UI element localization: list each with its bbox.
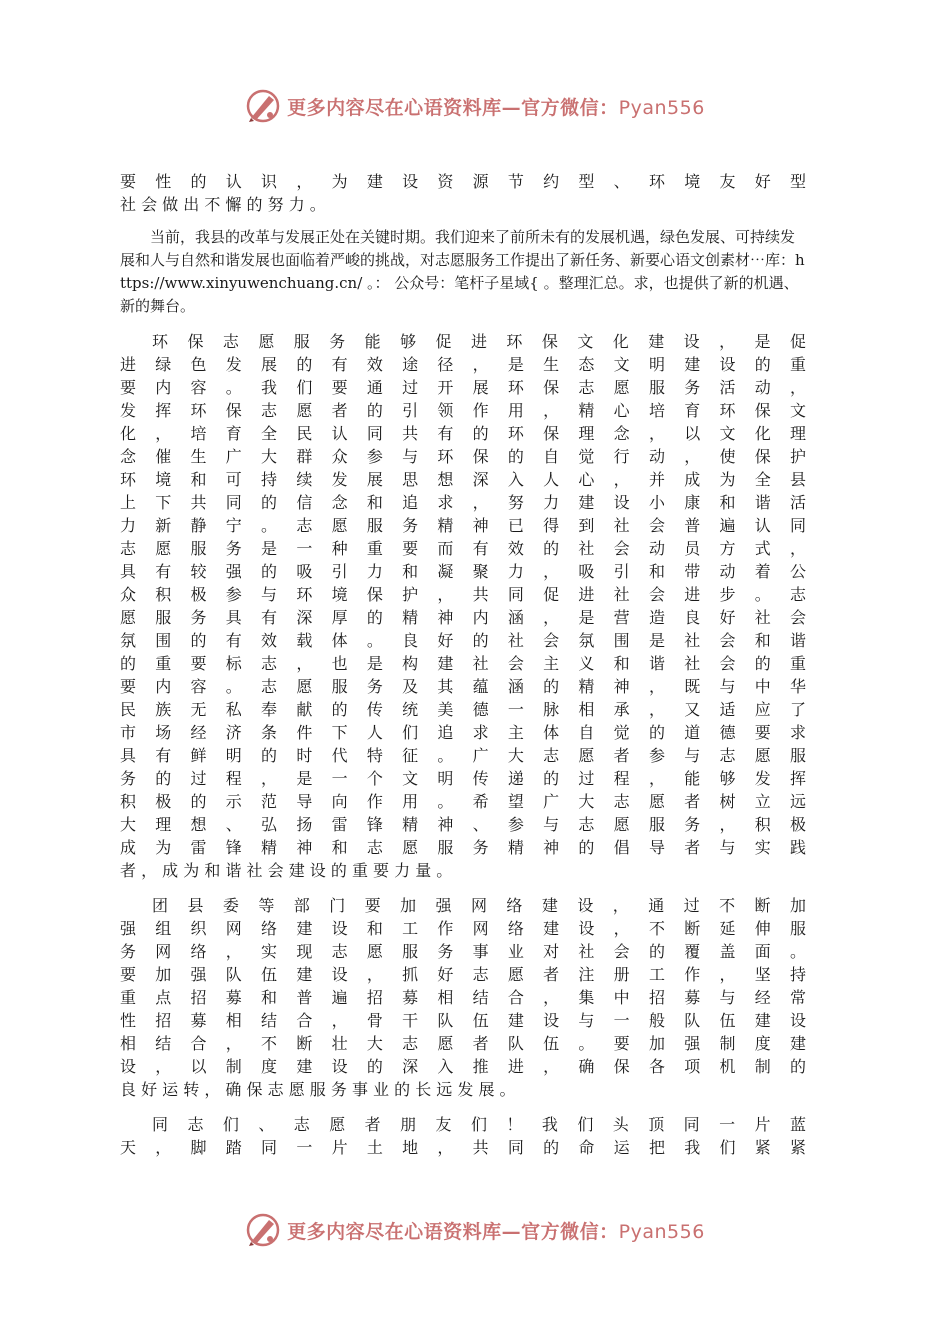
pen-logo-icon	[245, 88, 281, 124]
document-body	[120, 170, 806, 1159]
header-banner	[0, 86, 950, 126]
paragraph-5: 同 志 们 、 志 愿 者 朋 友 们 ！ 我 们 头 顶 同 一 片 蓝 天 ， 脚 踏 同 一 片 土 地 ， 共 同 的 命 运 把 我 们 紧 紧	[120, 1115, 806, 1157]
paragraph-4: 团 县 委 等 部 门 要 加 强 网 络 建 设 ， 通 过 不 断 加 强 组 织 网 络 建 设 和 工 作 网 络 建 设 ， 不 断 延 伸 服 务 网 络 ， 实 现 志 愿 服 务 事 业 对 社 会 的 覆 盖 面 。 要 加 强 队 伍 建 设 ， 抓 好 志 愿 者 注 册 工 作 ， 坚 持 重 点 招 募 和 普 遍 招 募 相 结 合 ， 集 中 招 募 与 经 常 性 招 募 相 结 合 ， 骨 干 队 伍 建 设 与 一 般 队 伍 建 设 相 结 合 ， 不 断 壮 大 志 愿 者 队 伍 。 要 加 强 制 度 建 设 ， 以 制 度 建 设 的 深 入 推 进 ， 确 保 各 项 机 制 的 良 好 运 转 ， 确 保 志 愿 服 务 事 业 的 长 远 发 展 。	[120, 896, 806, 1099]
paragraph-2: 当前，我县的改革与发展正处在关键时期。我们迎来了前所未有的发展机遇，绿色发展、可持续发展和人与自然和谐发展也面临着严峻的挑战，对志愿服务工作提出了新任务、新要心语文创素材⋯库：https://www.xinyuwenchuang.cn/ 。： 公众号：笔杆子星域{ 。整理汇总。求，也提供了新的机遇、新的舞台。	[120, 228, 805, 315]
paragraph-1: 要 性 的 认 识 ， 为 建 设 资 源 节 约 型 、 环 境 友 好 型 社 会 做 出 不 懈 的 努 力 。	[120, 172, 806, 214]
footer-banner	[0, 1210, 950, 1250]
banner-text: 更多内容尽在心语资料库—官方微信：Pyan556	[287, 1220, 705, 1243]
pen-logo-icon	[245, 1212, 281, 1248]
paragraph-3: 环 保 志 愿 服 务 能 够 促 进 环 保 文 化 建 设 ， 是 促 进 绿 色 发 展 的 有 效 途 径 ， 是 生 态 文 明 建 设 的 重 要 内 容 。 我 们 要 通 过 开 展 环 保 志 愿 服 务 活 动 ， 发 挥 环 保 志 愿 者 的 引 领 作 用 ， 精 心 培 育 环 保 文 化 ， 培 育 全 民 认 同 共 有 的 环 保 理 念 ， 以 文 化 理 念 催 生 广 大 群 众 参 与 环 保 的 自 觉 行 动 ， 使 保 护 环 境 和 可 持 续 发 展 思 想 深 入 人 心 ， 并 成 为 全 县 上 下 共 同 的 信 念 和 追 求 ， 努 力 建 设 小 康 和 谐 活 力 新 静 宁 。 志 愿 服 务 精 神 已 得 到 社 会 普 遍 认 同 志 愿 服 务 是 一 种 重 要 而 有 效 的 社 会 动 员 方 式 ， 具 有 较 强 的 吸 引 力 和 凝 聚 力 ， 吸 引 和 带 动 着 公 众 积 极 参 与 环 境 保 护 ， 共 同 促 进 社 会 进 步 。 志 愿 服 务 具 有 深 厚 的 精 神 内 涵 ， 是 营 造 良 好 社 会 氛 围 的 有 效 载 体 。 良 好 的 社 会 氛 围 是 社 会 和 谐 的 重 要 标 志 ， 也 是 构 建 社 会 主 义 和 谐 社 会 的 重 要 内 容 。 志 愿 服 务 及 其 蕴 涵 的 精 神 ， 既 与 中 华 民 族 无 私 奉 献 的 传 统 美 德 一 脉 相 承 ， 又 适 应 了 市 场 经 济 条 件 下 人 们 追 求 主 体 自 觉 的 道 德 要 求 具 有 鲜 明 的 时 代 特 征 。 广 大 志 愿 者 参 与 志 愿 服 务 的 过 程 ， 是 一 个 文 明 传 递 的 过 程 ， 能 够 发 挥 积 极 的 示 范 导 向 作 用 。 希 望 广 大 志 愿 者 树 立 远 大 理 想 、 弘 扬 雷 锋 精 神 、 参 与 志 愿 服 务 ， 积 极 成 为 雷 锋 精 神 和 志 愿 服 务 精 神 的 倡 导 者 与 实 践 者 ， 成 为 和 谐 社 会 建 设 的 重 要 力 量 。	[120, 332, 806, 880]
banner-text: 更多内容尽在心语资料库—官方微信：Pyan556	[287, 96, 705, 119]
